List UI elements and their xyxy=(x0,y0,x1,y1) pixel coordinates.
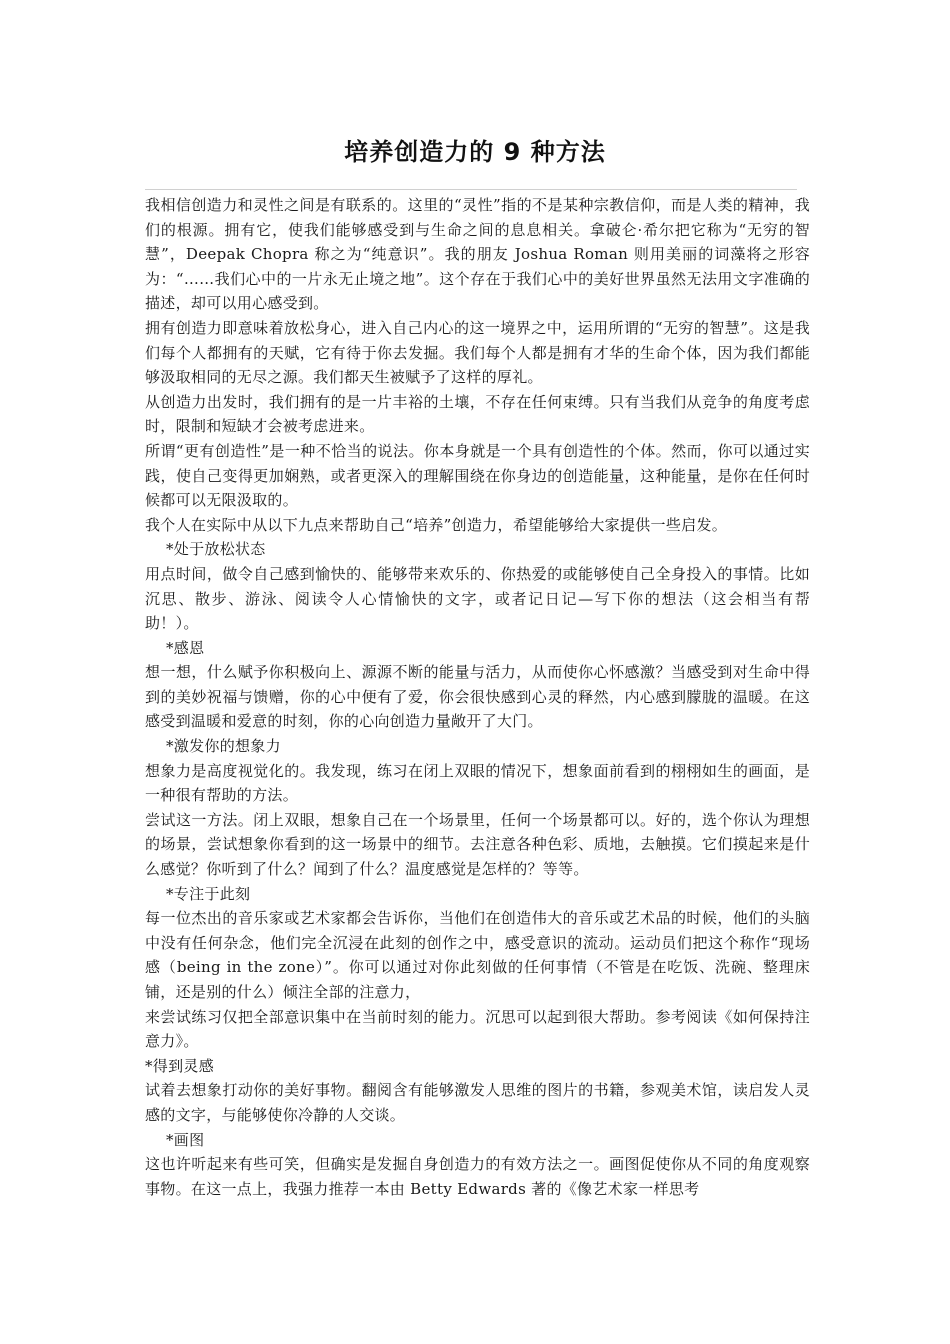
paragraph: 想象力是高度视觉化的。我发现，练习在闭上双眼的情况下，想象面前看到的栩栩如生的画面，是一种很有帮助的方法。 xyxy=(145,761,810,805)
paragraph: 所谓“更有创造性”是一种不恰当的说法。你本身就是一个具有创造性的个体。然而，你可以通过实践，使自己变得更加娴熟，或者更深入的理解围绕在你身边的创造能量，这种能量，是你在任何时候都可以无限汲取的。 xyxy=(145,441,810,510)
paragraph: 从创造力出发时，我们拥有的是一片丰裕的土壤，不存在任何束缚。只有当我们从竞争的角度考虑时，限制和短缺才会被考虑进来。 xyxy=(145,392,810,436)
page-title: 培养创造力的 9 种方法 xyxy=(344,138,606,166)
paragraph: 来尝试练习仅把全部意识集中在当前时刻的能力。沉思可以起到很大帮助。参考阅读《如何保持注意力》。 xyxy=(145,1007,810,1051)
paragraph: 拥有创造力即意味着放松身心，进入自己内心的这一境界之中，运用所谓的“无穷的智慧”。这是我们每个人都拥有的天赋，它有待于你去发掘。我们每个人都是拥有才华的生命个体，因为我们都能够汲取相同的无尽之源。我们都天生被赋予了这样的厚礼。 xyxy=(145,318,810,387)
title-divider xyxy=(145,189,797,190)
paragraph: 想一想，什么赋予你积极向上、源源不断的能量与活力，从而使你心怀感激？当感受到对生命中得到的美妙祝福与馈赠，你的心中便有了爱，你会很快感到心灵的释然，内心感到朦胧的温暖。在这感受到温暖和爱意的时刻，你的心向创造力量敞开了大门。 xyxy=(145,663,810,731)
section-heading-present: *专注于此刻 xyxy=(166,884,251,903)
paragraph: 每一位杰出的音乐家或艺术家都会告诉你，当他们在创造伟大的音乐或艺术品的时候，他们的头脑中没有任何杂念，他们完全沉浸在此刻的创作之中，感受意识的流动。运动员们把这个称作“现场感（being in the zone）”。你可以通过对你此刻做的任何事情（不管是在吃饭、洗碗、整理床铺，还是别的什么）倾注全部的注意力， xyxy=(145,909,810,1001)
article-body xyxy=(145,193,810,1201)
section-heading-gratitude: *感恩 xyxy=(166,638,205,657)
paragraph: 用点时间，做令自己感到愉快的、能够带来欢乐的、你热爱的或能够使自己全身投入的事情。比如沉思、散步、游泳、阅读令人心情愉快的文字，或者记日记—写下你的想法（这会相当有帮助！）。 xyxy=(145,564,810,633)
paragraph: 我相信创造力和灵性之间是有联系的。这里的“灵性”指的不是某种宗教信仰，而是人类的精神，我们的根源。拥有它，使我们能够感受到与生命之间的息息相关。拿破仑·希尔把它称为“无穷的智慧”，Deepak Chopra 称之为“纯意识”。我的朋友 Joshua Roman 则用美丽的词藻将之形容为：“……我们心中的一片永无止境之地”。这个存在于我们心中的美好世界虽然无法用文字准确的描述，却可以用心感受到。 xyxy=(145,196,810,313)
paragraph: 我个人在实际中从以下九点来帮助自己“培养”创造力，希望能够给大家提供一些启发。 xyxy=(145,515,728,534)
paragraph: 这也许听起来有些可笑，但确实是发掘自身创造力的有效方法之一。画图促使你从不同的角度观察事物。在这一点上，我强力推荐一本由 Betty Edwards 著的《像艺术家一样思考 xyxy=(145,1155,810,1198)
section-heading-relax: *处于放松状态 xyxy=(166,540,266,559)
paragraph: 试着去想象打动你的美好事物。翻阅含有能够激发人思维的图片的书籍，参观美术馆，读启发人灵感的文字，与能够使你冷静的人交谈。 xyxy=(145,1081,810,1124)
section-heading-drawing: *画图 xyxy=(166,1130,205,1149)
paragraph: 尝试这一方法。闭上双眼，想象自己在一个场景里，任何一个场景都可以。好的，选个你认为理想的场景，尝试想象你看到的这一场景中的细节。去注意各种色彩、质地，去触摸。它们摸起来是什么感觉？你听到了什么？闻到了什么？温度感觉是怎样的？等等。 xyxy=(145,810,810,879)
section-heading-imagination: *激发你的想象力 xyxy=(166,737,281,756)
section-heading-inspiration: *得到灵感 xyxy=(145,1056,215,1075)
